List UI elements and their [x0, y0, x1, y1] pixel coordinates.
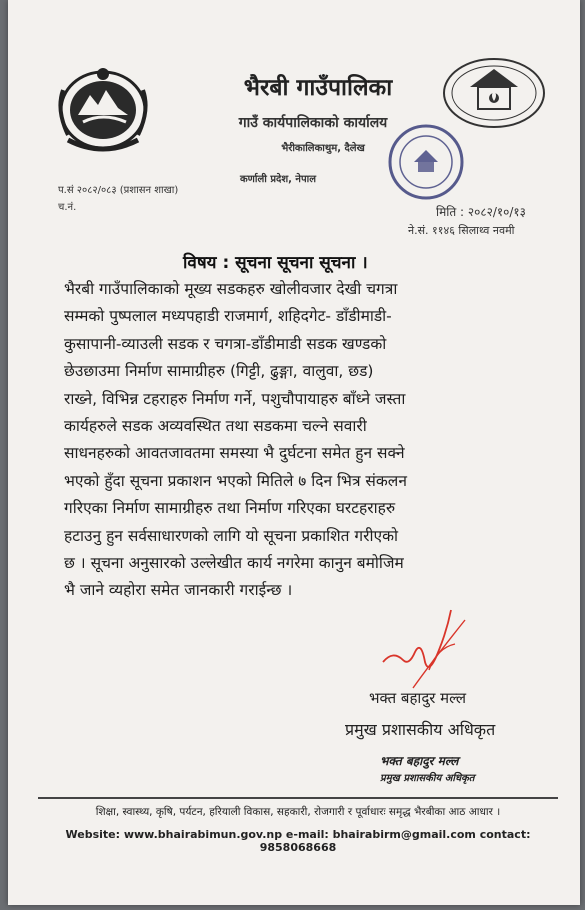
seal-signatory-title: प्रमुख प्रशासकीय अधिकृत	[380, 773, 475, 784]
signatory-name: भक्त बहादुर मल्ल	[369, 689, 467, 707]
footer-slogan: शिक्षा, स्वास्थ्य, कृषि, पर्यटन, हरियाली विकास, सहकारी, रोजगारी र पूर्वाधारः समृद्ध भैरबीका आठ आधार ।	[95, 806, 501, 818]
province-line: कर्णाली प्रदेश, नेपाल	[240, 174, 317, 185]
signature-mark	[373, 600, 483, 695]
office-stamp-icon	[378, 118, 473, 203]
footer-divider	[38, 797, 558, 799]
notice-body: भैरबी गाउँपालिकाको मूख्य सडकहरु खोलीवजार देखी चगत्रा सम्मको पुष्पलाल मध्यपहाडी राजमार्ग, शहिदगेट- डाँडीमाडी- कुसापानी-व्याउली सडक र चगत्रा-डाँडीमाडी सडक खण्डको छेउछाउमा निर्माण सामाग्रीहरु (गिट्टी, ढुङ्गा, वालुवा, छड) राख्ने, विभिन्न टहराहरु निर्माण गर्ने, पशुचौपायाहरु बाँध्ने जस्ता कार्यहरुले सडक अव्यवस्थित तथा सडकमा चल्ने सवारी साधनहरुको आवतजावतमा समस्या भै दुर्घटना समेत हुन सक्ने भएको हुँदा सूचना प्रकाशन भएको मितिले ७ दिन भित्र संकलन गरिएका निर्माण सामाग्रीहरु तथा निर्माण गरिएका घरटहराहरु हटाउनु हुन सर्वसाधारणको लागि यो सूचना प्रकाशित गरीएको छ । सूचना अनुसारको उल्लेखीत कार्य नगरेमा कानुन बमोजिम भै जाने व्यहोरा समेत जानकारी गराईन्छ ।	[64, 280, 407, 600]
nepal-emblem-icon	[48, 60, 158, 155]
reference-number: प.सं २०८२/०८३ (प्रशासन शाखा)	[58, 185, 179, 196]
notice-document	[8, 0, 580, 905]
municipality-title: भैरबी गाउँपालिका	[243, 75, 393, 101]
notice-subject: विषय : सूचना सूचना सूचना ।	[183, 253, 368, 273]
office-subtitle: गाउँ कार्यपालिकाको कार्यालय	[238, 115, 388, 131]
signatory-title: प्रमुख प्रशासकीय अधिकृत	[345, 720, 496, 739]
notice-date: मिति : २०८२/१०/१३	[436, 205, 526, 219]
footer-contact: Website: www.bhairabimun.gov.np e-mail: bhairabirm@gmail.com contact: 9858068668	[65, 828, 531, 854]
dispatch-number: च.नं.	[58, 202, 77, 213]
nepal-sambat-date: ने.सं. ११४६ सिलाथ्व नवमी	[408, 224, 515, 237]
office-address: भैरीकालिकाथुम, दैलेख	[281, 143, 365, 154]
seal-signatory-name: भक्त बहादुर मल्ल	[380, 754, 459, 768]
